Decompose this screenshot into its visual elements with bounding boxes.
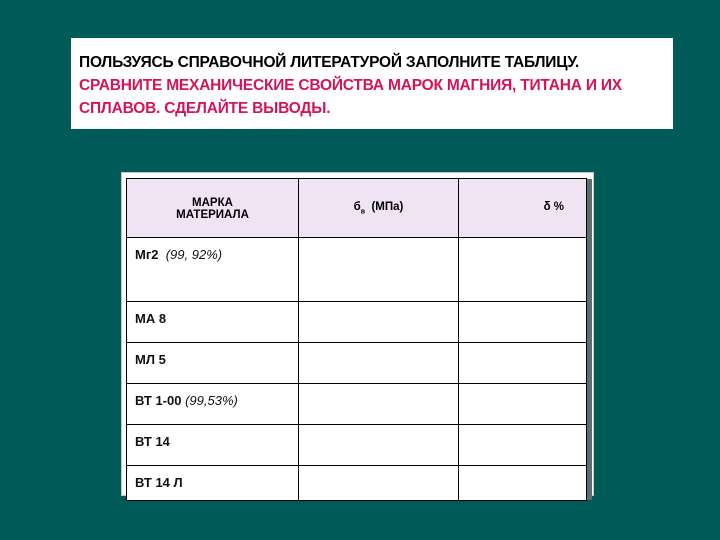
grade-cell xyxy=(127,343,299,384)
grade-cell xyxy=(127,466,299,501)
task-compare-instruction: СРАВНИТЕ МЕХАНИЧЕСКИЕ СВОЙСТВА МАРОК МАГНИЯ, ТИТАНА И ИХ СПЛАВОВ. СДЕЛАЙТЕ ВЫВОДЫ. xyxy=(79,77,622,117)
elongation-cell[interactable] xyxy=(459,302,587,343)
elongation-cell[interactable] xyxy=(459,466,587,501)
grade-cell xyxy=(127,238,299,302)
grade-cell xyxy=(127,425,299,466)
table-row xyxy=(127,238,587,302)
elongation-cell[interactable] xyxy=(459,425,587,466)
strength-cell[interactable] xyxy=(299,466,459,501)
strength-cell[interactable] xyxy=(299,384,459,425)
grade-name: ВТ 1-00 xyxy=(135,393,182,408)
header-elongation: δ % xyxy=(459,179,587,238)
header-strength-subscript: в xyxy=(360,208,366,216)
strength-cell[interactable] xyxy=(299,302,459,343)
grade-name: ВТ 14 xyxy=(135,434,170,449)
grade-cell xyxy=(127,302,299,343)
table-header-row xyxy=(127,179,587,238)
elongation-cell[interactable] xyxy=(459,384,587,425)
strength-cell[interactable] xyxy=(299,425,459,466)
table-row xyxy=(127,343,587,384)
table-row xyxy=(127,425,587,466)
header-grade-line2: МАТЕРИАЛА xyxy=(176,209,249,221)
header-grade xyxy=(127,179,299,238)
elongation-cell[interactable] xyxy=(459,343,587,384)
task-title-box xyxy=(71,38,673,129)
task-instruction: ПОЛЬЗУЯСЬ СПРАВОЧНОЙ ЛИТЕРАТУРОЙ ЗАПОЛНИТЕ ТАБЛИЦУ. xyxy=(79,54,579,71)
header-strength-symbol: б xyxy=(353,201,361,213)
header-strength-unit: (МПа) xyxy=(371,201,404,213)
grade-cell xyxy=(127,384,299,425)
grade-name: Мг2 xyxy=(135,247,159,262)
table-row xyxy=(127,302,587,343)
table-row xyxy=(127,466,587,501)
strength-cell[interactable] xyxy=(299,238,459,302)
grade-purity: (99, 92%) xyxy=(165,247,223,262)
header-grade-line1: МАРКА xyxy=(192,197,233,209)
grade-name: МЛ 5 xyxy=(135,352,166,367)
grade-purity: (99,53%) xyxy=(185,393,238,408)
header-strength xyxy=(299,179,459,238)
grade-name: ВТ 14 Л xyxy=(135,475,183,490)
properties-table xyxy=(126,178,587,501)
grade-name: МА 8 xyxy=(135,311,167,326)
table-row xyxy=(127,384,587,425)
elongation-cell[interactable] xyxy=(459,238,587,302)
strength-cell[interactable] xyxy=(299,343,459,384)
